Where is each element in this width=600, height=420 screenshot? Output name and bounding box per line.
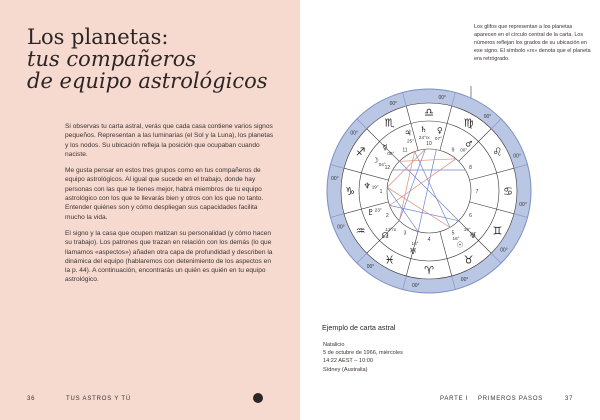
zodiac-sign-glyph: ♈ [424, 264, 434, 277]
house-number: 6 [469, 213, 472, 219]
astral-chart [324, 86, 534, 296]
house-number: 5 [451, 230, 455, 237]
cusp-degree: 00° [331, 175, 339, 182]
title-line-2: tus compañeros [27, 47, 197, 71]
paragraph-1: Si observas tu carta astral, verás que cada casa contiene varios signos pequeños. Representan a las luminarias (el Sol y la Luna), los planetas y los nodos. Su ubicación refleja la posición que ocupaban cuando naciste. [65, 123, 274, 158]
left-page-number: 36 [27, 396, 36, 402]
zodiac-sign-glyph: ♒ [355, 224, 366, 238]
planet-glyph: ☽ [371, 156, 379, 165]
cusp-degree: 00° [460, 277, 469, 284]
planet-glyph: ☿ [382, 143, 388, 153]
chart-root [327, 89, 531, 293]
house-number: 3 [403, 230, 407, 237]
page-title [27, 26, 287, 92]
section-label: PRIMEROS PASOS [478, 396, 544, 402]
house-number: 1 [379, 189, 383, 195]
zodiac-sign-glyph: ♑ [345, 185, 355, 198]
cusp-degree: 00° [350, 130, 358, 137]
planet-degree: 19° [463, 227, 471, 233]
zodiac-sign-glyph: ♏ [384, 116, 395, 130]
house-number: 12 [384, 165, 391, 171]
planet-glyph: ☊ [381, 230, 389, 240]
title-line-3: de equipo astrológicos [27, 69, 268, 93]
house-number: 10 [426, 141, 432, 147]
cusp-degree: 00° [337, 224, 345, 231]
zodiac-sign-glyph: ♊ [492, 224, 503, 238]
title-line-1: Los planetas: [27, 25, 169, 49]
planet-degree: 25° [407, 138, 415, 144]
chart-annotation: Los glifos que representan a los planetas aparecen en el círculo central de la carta. Los números reflejan los grados de su ubicación en ese signo. El símbolo «rx» denota que el planeta era retrógrado. [474, 24, 591, 62]
right-page-number: 37 [565, 396, 574, 402]
zodiac-sign-glyph: ♓ [384, 253, 395, 267]
planet-degree: 16° [452, 235, 460, 241]
house-number: 11 [402, 147, 408, 154]
zodiac-sign-glyph: ♌ [492, 145, 503, 159]
planet-glyph: ♂ [465, 139, 473, 149]
body-text [65, 122, 275, 292]
paragraph-2: Me gusta pensar en estos tres grupos como en tus compañeros de equipo astrológicos. Al igual que sucede en el trabajo, donde hay personas con las que te tienes mejor, habrá miembros de tu equipo astrológico con los que te llevarás bien y otros con los que no tanto. Entender quiénes son y cómo despliegan sus capacidades facilita mucho la vida. [65, 167, 264, 221]
planet-glyph: ☉ [456, 240, 464, 250]
caption [323, 341, 403, 374]
house-number: 7 [475, 189, 479, 195]
zodiac-sign-glyph: ♍ [463, 116, 474, 130]
planet-glyph: ♃ [404, 128, 412, 138]
house-number: 8 [469, 165, 472, 171]
zodiac-sign-glyph: ♐ [355, 145, 366, 159]
caption-line-4: Sídney (Australia) [323, 366, 368, 373]
cusp-degree: 00° [411, 283, 420, 290]
planet-glyph: ♅ [409, 246, 417, 256]
planet-degree: 00° [387, 150, 395, 156]
cusp-degree: 00° [483, 114, 492, 121]
cusp-degree: 00° [519, 202, 527, 209]
planet-glyph: ♆ [363, 181, 371, 191]
cusp-degree: 00° [438, 94, 447, 101]
zodiac-sign-glyph: ♉ [463, 253, 474, 267]
caption-line-3: 14:22 AEST – 10:00 [323, 358, 373, 365]
house-number: 9 [451, 147, 455, 154]
caption-line-2: 5 de octubre de 1966, miércoles [323, 350, 403, 357]
planet-degree: 07° [434, 135, 442, 141]
part-label: PARTE I [440, 396, 469, 402]
paragraph-3: El signo y la casa que ocupen matizan su personalidad (y cómo hacen su trabajo). Los patrones que trazan en relación con los demás (lo que llamamos «aspectos») añaden otra capa de profundidad y describen la dinámica del equipo (hablaremos con detenimiento de los aspectos en la p. 44). A continuación, encontrarás un quién es quién en tu equipo astrológico. [65, 229, 273, 284]
house-number: 4 [427, 237, 431, 243]
planet-degree: 13°rx [385, 227, 397, 233]
cusp-degree: 00° [513, 153, 521, 160]
planet-degree: 23° [374, 207, 382, 213]
planet-glyph: ♇ [367, 208, 375, 218]
zodiac-sign-glyph: ♎ [424, 106, 434, 119]
planet-degree: 00° [460, 147, 468, 153]
cusp-degree: 00° [500, 247, 508, 254]
planet-glyph: ♄ [420, 125, 428, 135]
planet-glyph: ♅ [469, 230, 477, 240]
left-running-head: TUS ASTROS Y TÚ [66, 396, 132, 402]
cusp-degree: 00° [366, 263, 375, 270]
planet-degree: 16° [411, 241, 419, 247]
cusp-degree: 00° [389, 100, 398, 107]
house-number: 2 [386, 213, 389, 219]
zodiac-sign-glyph: ♋ [503, 185, 513, 198]
planet-degree: 24°rx [418, 135, 430, 141]
bullet-dot [253, 393, 263, 403]
planet-glyph: ♀ [436, 125, 443, 135]
planet-degree: 04° [378, 162, 386, 167]
caption-line-1: Natalicio [323, 342, 345, 348]
caption-title: Ejemplo de carta astral [322, 323, 396, 332]
planet-degree: 19° [371, 184, 379, 190]
